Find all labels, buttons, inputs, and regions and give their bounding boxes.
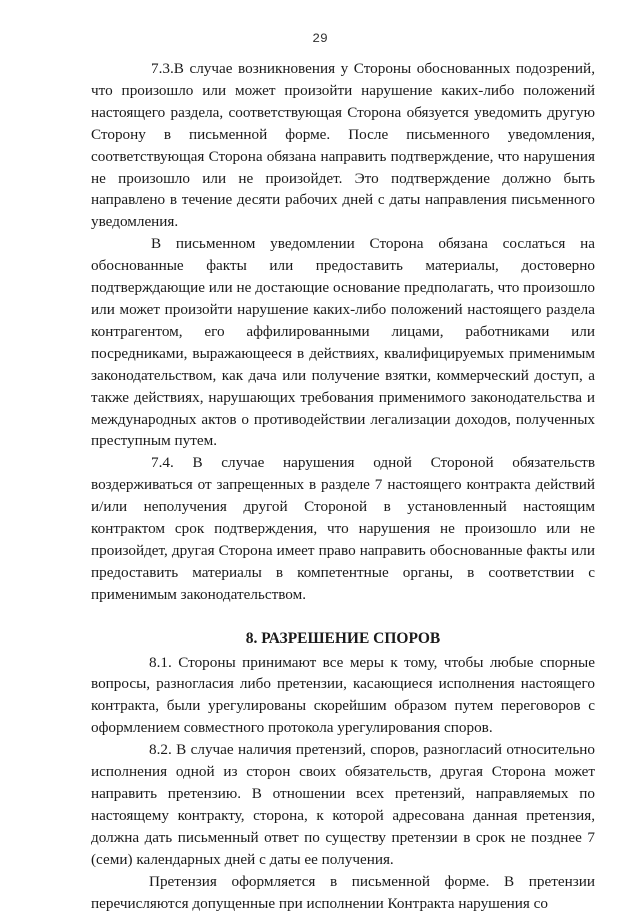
document-body xyxy=(91,58,595,914)
paragraph-claim: Претензия оформляется в письменной форме. В претензии перечисляются допущенные при исполнении Контракта нарушения со xyxy=(91,872,595,912)
paragraph-8-1: 8.1. Стороны принимают все меры к тому, чтобы любые спорные вопросы, разногласия либо претензии, касающиеся исполнения настоящего контракта, были урегулированы скорейшим образом путем переговоров с оформлением совместного протокола урегулирования споров. xyxy=(91,653,595,737)
paragraph-7-3: 7.3.В случае возникновения у Стороны обоснованных подозрений, что произошло или может произойти нарушение каких-либо положений настоящего раздела, соответствующая Сторона обязуется уведомить другую Сторону в письменной форме. После письменного уведомления, соответствующая Сторона обязана направить подтверждение, что нарушения не произошло или не произойдет. Это подтверждение должно быть направлено в течение десяти рабочих дней с даты направления письменного уведомления. xyxy=(91,60,595,231)
page-number: 29 xyxy=(312,31,328,46)
paragraph-8-2: 8.2. В случае наличия претензий, споров, разногласий относительно исполнения одной из сторон своих обязательств, другая Сторона может направить претензию. В отношении всех претензий, направляемых по настоящему контракту, сторона, к которой адресована данная претензия, должна дать письменный ответ по существу претензии в срок не позднее 7 (семи) календарных дней с даты ее получения. xyxy=(91,741,595,868)
paragraph-7-4: 7.4. В случае нарушения одной Стороной обязательств воздерживаться от запрещенных в разделе 7 настоящего контракта действий и/или неполучения другой Стороной в установленный настоящим контрактом срок подтверждения, что нарушения не произошло или не произойдет, другая Сторона имеет право направить обоснованные факты или предоставить материалы в компетентные органы, в соответствии с применимым законодательством. xyxy=(91,454,595,603)
section-title: 8. РАЗРЕШЕНИЕ СПОРОВ xyxy=(245,629,441,647)
paragraph-7-3-notice: В письменном уведомлении Сторона обязана сослаться на обоснованные факты или предоставить материалы, достоверно подтверждающие или не достающие основание предполагать, что произошло или может произойти нарушение каких-либо положений настоящего раздела контрагентом, его аффилированными лицами, работниками или посредниками, выражающееся в действиях, квалифицируемых применимым законодательством, как дача или получение взятки, коммерческий доступ, а также действиях, нарушающих требования применимого законодательства и международных актов о противодействии легализации доходов, полученных преступным путем. xyxy=(91,235,595,450)
